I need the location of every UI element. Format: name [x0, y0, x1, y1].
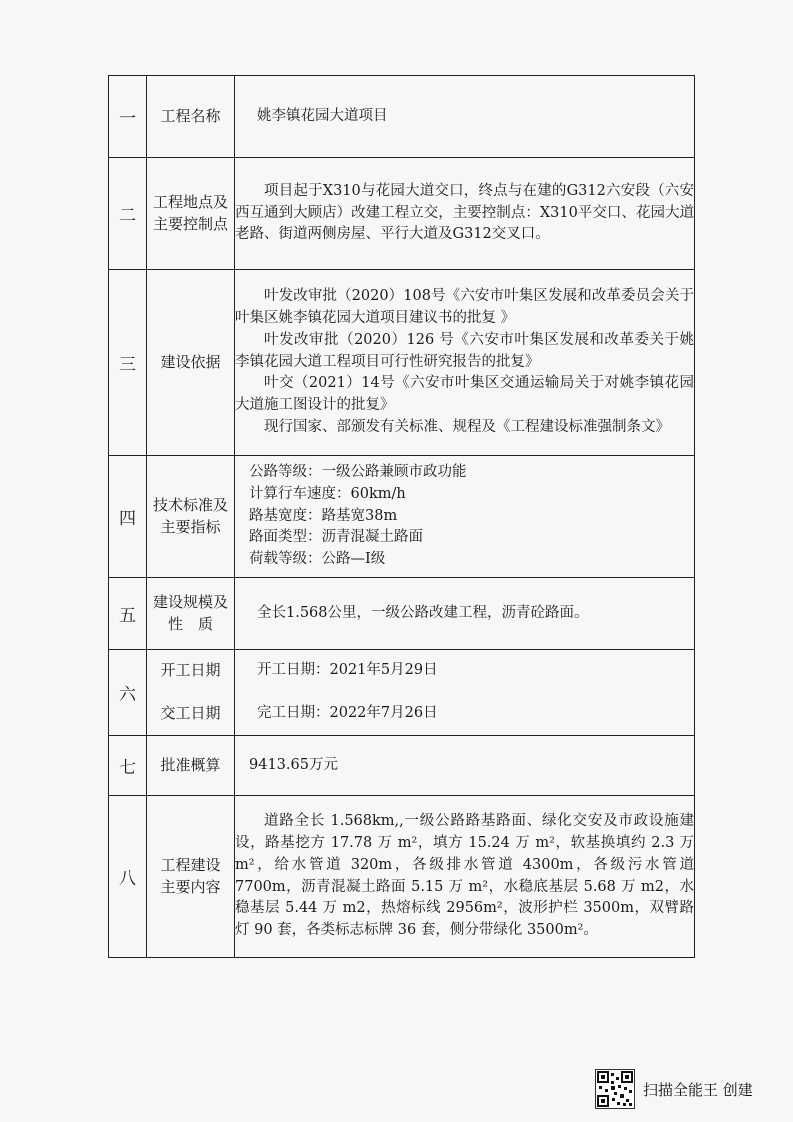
- start-date-value: 开工日期：2021年5月29日: [257, 662, 438, 679]
- qr-code-icon: [595, 1069, 635, 1109]
- basis-paragraph: 叶发改审批（2020）126 号《六安市叶集区发展和改革委关于姚李镇花园大道工程项目可行性研究报告的批复》: [235, 331, 694, 370]
- table-row: [109, 650, 695, 736]
- table-row: [109, 158, 695, 270]
- row-label-basis: 建设依据: [147, 270, 235, 456]
- row-label-location-line1: 工程地点及: [152, 192, 228, 211]
- location-value: 项目起于X310与花园大道交口，终点与在建的G312六安段（六安西互通到大顾店）改建工程立交，主要控制点：X310平交口、花园大道老路、街道两侧房屋、平行大道及G312交叉口。: [235, 182, 694, 243]
- basis-paragraph: 现行国家、部颁发有关标准、规程及《工程建设标准强制条文》: [264, 418, 670, 435]
- budget-value: 9413.65万元: [249, 756, 338, 773]
- row-number: 一: [109, 76, 147, 158]
- row-number: 三: [109, 270, 147, 456]
- row-label-start-date: 开工日期: [160, 661, 221, 680]
- table-row: [109, 578, 695, 650]
- row-label-end-date: 交工日期: [160, 703, 221, 722]
- scanner-watermark: [595, 1066, 753, 1112]
- row-label-standards-line1: 技术标准及: [152, 495, 228, 514]
- basis-paragraph: 叶发改审批（2020）108号《六安市叶集区发展和改革委员会关于叶集区姚李镇花园大道项目建议书的批复 》: [235, 288, 694, 327]
- row-label-content-line2: 主要内容: [160, 877, 221, 896]
- row-label-budget: 批准概算: [147, 736, 235, 796]
- row-number: 六: [109, 650, 147, 736]
- standard-line: 路基宽度：路基宽38m: [249, 507, 398, 524]
- row-number: 七: [109, 736, 147, 796]
- row-label-project-name: 工程名称: [147, 76, 235, 158]
- row-number: 四: [109, 456, 147, 578]
- row-label-scale-line2: 性 质: [167, 614, 213, 633]
- row-label-content-line1: 工程建设: [160, 855, 221, 874]
- standard-line: 计算行车速度：60km/h: [249, 485, 406, 502]
- project-info-table: [108, 75, 695, 958]
- row-label-standards-line2: 主要指标: [160, 517, 221, 536]
- scale-value: 全长1.568公里，一级公路改建工程，沥青砼路面。: [257, 604, 589, 621]
- standard-line: 荷载等级：公路—I级: [249, 551, 386, 568]
- end-date-value: 完工日期：2022年7月26日: [257, 704, 438, 721]
- table-row: [109, 456, 695, 578]
- main-content-value: 道路全长 1.568km,,一级公路路基路面、绿化交安及市政设施建设，路基挖方 17.78 万 m²，填方 15.24 万 m²，软基换填约 2.3 万 m²，给水管道 320m，各级排水管道 4300m，各级污水管道 7700m，沥青混凝土路面 5.15 万 m²，水稳底基层 5.68 万 m2，水稳基层 5.44 万 m2，热熔标线 2956m²，波形护栏 3500m，双臂路灯 90 套，各类标志标牌 36 套，侧分带绿化 3500m²。: [235, 813, 694, 938]
- row-number: 五: [109, 578, 147, 650]
- standard-line: 路面类型：沥青混凝土路面: [249, 529, 423, 546]
- table-row: [109, 796, 695, 958]
- row-number: 八: [109, 796, 147, 958]
- project-name-value: 姚李镇花园大道项目: [257, 107, 388, 124]
- row-number: 二: [109, 158, 147, 270]
- watermark-text: 扫描全能王 创建: [643, 1080, 753, 1099]
- table-row: [109, 76, 695, 158]
- table-row: [109, 270, 695, 456]
- row-label-location-line2: 主要控制点: [152, 214, 228, 233]
- basis-paragraph: 叶交（2021）14号《六安市叶集区交通运输局关于对姚李镇花园大道施工图设计的批复》: [235, 375, 694, 414]
- table-row: [109, 736, 695, 796]
- standard-line: 公路等级：一级公路兼顾市政功能: [249, 464, 467, 481]
- row-label-scale-line1: 建设规模及: [152, 592, 228, 611]
